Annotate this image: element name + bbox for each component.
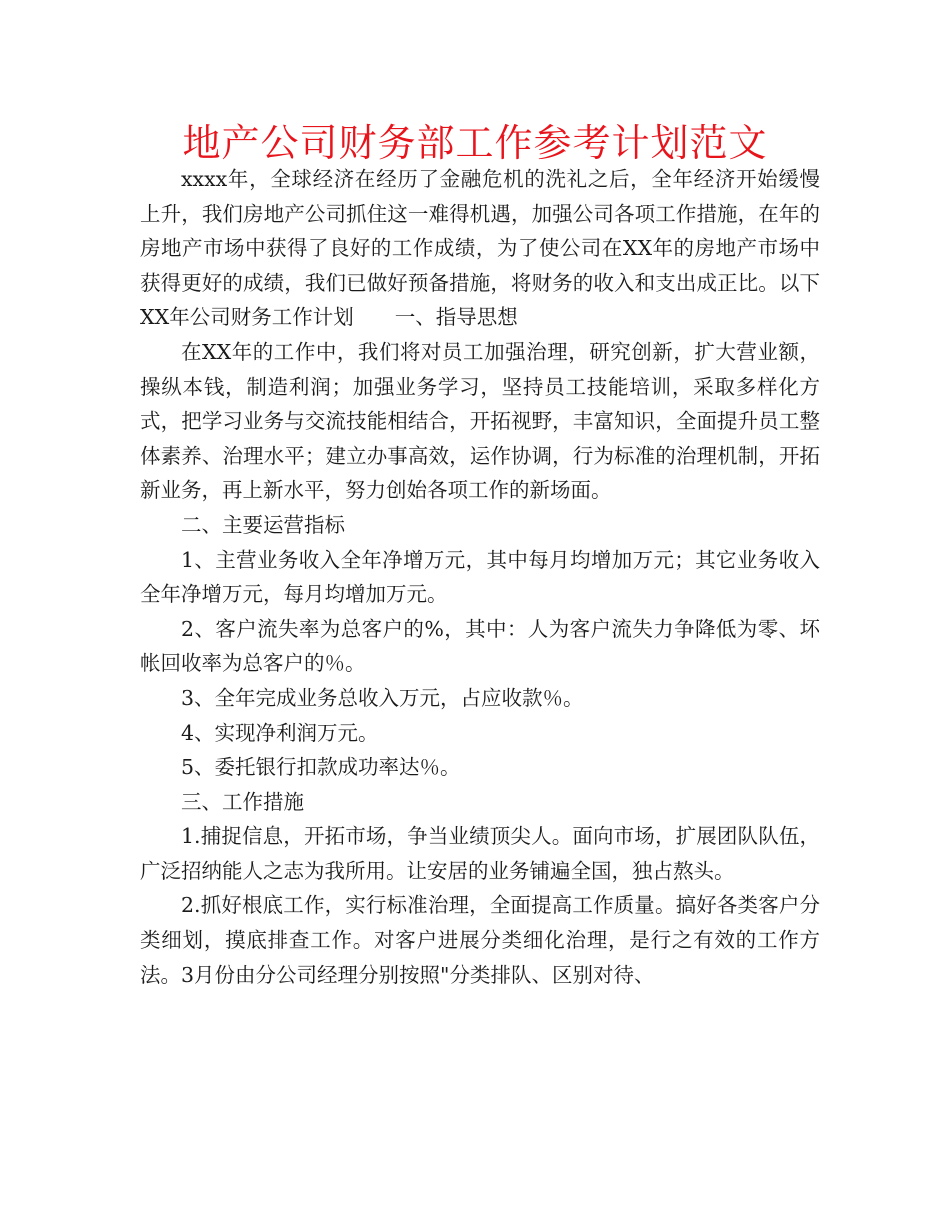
- paragraph-measure-2: 2.抓好根底工作，实行标准治理，全面提高工作质量。搞好各类客户分类细划，摸底排查工作。对客户进展分类细化治理，是行之有效的工作方法。3月份由分公司经理分别按照"分类排队、区别对待、: [140, 893, 820, 987]
- paragraph-indicator-5: 5、委托银行扣款成功率达％。: [181, 755, 461, 780]
- document-title: 地产公司财务部工作参考计划范文: [182, 121, 768, 165]
- paragraph-measure-1: 1.捕捉信息，开拓市场，争当业绩顶尖人。面向市场，扩展团队队伍，广泛招纳能人之志为我所用。让安居的业务铺遍全国，独占熬头。: [140, 824, 820, 883]
- section-heading-measures: 三、工作措施: [181, 789, 304, 814]
- document-body: [140, 162, 820, 992]
- paragraph-indicator-2: 2、客户流失率为总客户的%，其中：人为客户流失力争降低为零、坏帐回收率为总客户的％。: [140, 616, 820, 676]
- section-heading-indicators: 二、主要运营指标: [181, 512, 345, 537]
- paragraph-indicator-4: 4、实现净利润万元。: [181, 720, 379, 745]
- paragraph-guiding-thought: 在XX年的工作中，我们将对员工加强治理，研究创新，扩大营业额，操纵本钱，制造利润；加强业务学习，坚持员工技能培训，采取多样化方式，把学习业务与交流技能相结合，开拓视野，丰富知识，全面提升员工整体素养、治理水平；建立办事高效，运作协调，行为标准的治理机制，开拓新业务，再上新水平，努力创始各项工作的新场面。: [140, 339, 820, 503]
- paragraph-indicator-1: 1、主营业务收入全年净增万元，其中每月均增加万元；其它业务收入全年净增万元，每月均增加万元。: [140, 547, 820, 607]
- paragraph-indicator-3: 3、全年完成业务总收入万元，占应收款％。: [181, 685, 584, 710]
- paragraph-intro: xxxx年，全球经济在经历了金融危机的洗礼之后，全年经济开始缓慢上升，我们房地产公司抓住这一难得机遇，加强公司各项工作措施，在年的房地产市场中获得了良好的工作成绩，为了使公司在XX年的房地产市场中获得更好的成绩，我们已做好预备措施，将财务的收入和支出成正比。以下XX年公司财务工作计划 一、指导思想: [140, 167, 820, 330]
